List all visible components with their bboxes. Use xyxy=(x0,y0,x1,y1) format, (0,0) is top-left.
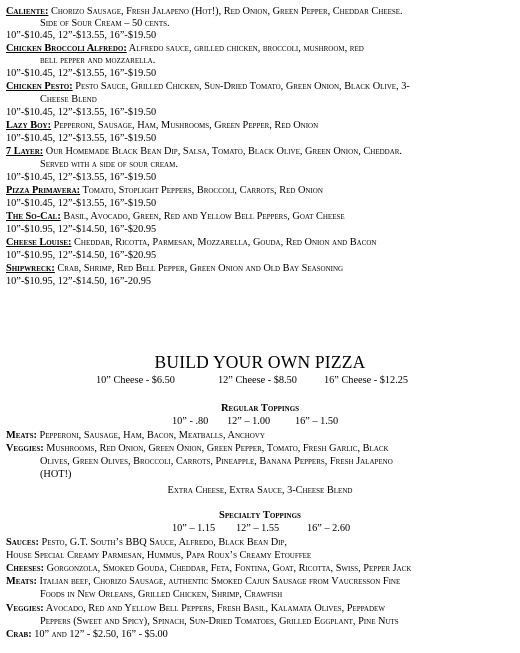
pizza-prices: 10”-$10.45, 12”-$13.55, 16”-$19.50 xyxy=(6,133,157,144)
specialty-veggies-cont: Peppers (Sweet and Spicy), Spinach, Sun-Dried Tomatoes, Grilled Eggplant, Pine Nuts xyxy=(40,616,399,627)
pizza-desc-cont: Side of Sour Cream – 50 cents. xyxy=(40,18,170,29)
regular-veggies-cont2: (HOT!) xyxy=(40,469,72,480)
specialty-crab xyxy=(6,629,168,641)
pizza-name: The So-Cal: xyxy=(6,211,61,222)
sauces-label: Sauces: xyxy=(6,537,39,548)
cheese-price-10: 10” Cheese - $6.50 xyxy=(96,375,175,386)
sauces-list: Pesto, G.T. South’s BBQ Sauce, Alfredo, Black Bean Dip, xyxy=(38,537,287,548)
cheese-price-16: 16” Cheese - $12.25 xyxy=(324,375,409,386)
regular-price-10: 10” - .80 xyxy=(172,416,209,427)
pizza-prices: 10”-$10.45, 12”-$13.55, 16”-$19.50 xyxy=(6,172,157,183)
pizza-prices: 10”-$10.45, 12”-$13.55, 16”-$19.50 xyxy=(6,68,157,79)
crab-label: Crab: xyxy=(6,629,32,640)
regular-veggies-cont: Olives, Green Olives, Broccoli, Carrots, Pineapple, Banana Peppers, Fresh Jalapeno xyxy=(40,456,393,467)
regular-meats xyxy=(6,430,265,442)
veggies-label: Veggies: xyxy=(6,603,44,614)
pizza-chicken-broccoli-alfredo xyxy=(6,43,364,55)
pizza-name: 7 Layer: xyxy=(6,146,44,157)
regular-price-12: 12” – 1.00 xyxy=(227,416,271,427)
meats-list: Italian beef, Chorizo Sausage, authentic Smoked Cajun Sausage from Vaucresson Fine xyxy=(36,576,401,587)
veggies-list: Mushrooms, Red Onion, Green Onion, Green Pepper, Tomato, Fresh Garlic, Black xyxy=(43,443,389,454)
regular-extras: Extra Cheese, Extra Sauce, 3-Cheese Blend xyxy=(167,485,353,496)
pizza-7-layer xyxy=(6,146,402,158)
meats-label: Meats: xyxy=(6,430,37,441)
pizza-desc-cont: Cheese Blend xyxy=(40,94,97,105)
regular-price-16: 16” – 1.50 xyxy=(295,416,339,427)
pizza-desc: Tomato, Stoplight Peppers, Broccoli, Carrots, Red Onion xyxy=(80,185,323,196)
specialty-sauces-cont: House Special Creamy Parmesan, Hummus, Papa Roux’s Creamy Etouffee xyxy=(6,550,312,561)
meats-list: Pepperoni, Sausage, Ham, Bacon, Meatballs, Anchovy xyxy=(36,430,265,441)
specialty-cheeses xyxy=(6,563,411,575)
pizza-so-cal xyxy=(6,211,345,223)
pizza-desc: Basil, Avocado, Green, Red and Yellow Bell Peppers, Goat Cheese xyxy=(60,211,345,222)
pizza-desc: Alfredo sauce, grilled chicken, broccoli, mushroom, red xyxy=(126,43,364,54)
pizza-prices: 10”-$10.45, 12”-$13.55, 16”-$19.50 xyxy=(6,198,157,209)
specialty-price-16: 16” – 2.60 xyxy=(307,523,351,534)
pizza-primavera xyxy=(6,185,323,197)
crab-prices: 10” and 12” - $2.50, 16” - $5.00 xyxy=(31,629,168,640)
pizza-name: Lazy Boy: xyxy=(6,120,52,131)
build-title: BUILD YOUR OWN PIZZA xyxy=(154,352,366,372)
pizza-prices: 10”-$10.45, 12”-$13.55, 16”-$19.50 xyxy=(6,107,157,118)
specialty-veggies xyxy=(6,603,385,615)
pizza-prices: 10”-$10.95, 12”-$14.50, 16”-$20.95 xyxy=(6,224,157,235)
pizza-prices: 10”-$10.95, 12”-$14.50, 16”-$20.95 xyxy=(6,250,157,261)
pizza-prices: 10”-$10.45, 12”-$13.55, 16”-$19.50 xyxy=(6,30,157,41)
regular-toppings-header: Regular Toppings xyxy=(220,403,300,414)
pizza-name: Chicken Pesto: xyxy=(6,81,73,92)
cheeses-label: Cheeses: xyxy=(6,563,45,574)
pizza-desc: Pesto Sauce, Grilled Chicken, Sun-Dried Tomato, Green Onion, Black Olive, 3- xyxy=(72,81,410,92)
specialty-topping-prices xyxy=(172,523,350,535)
pizza-name: Chicken Broccoli Alfredo: xyxy=(6,43,127,54)
pizza-desc-cont: Served with a side of sour cream. xyxy=(40,159,178,170)
regular-topping-prices xyxy=(172,416,338,428)
pizza-chicken-pesto xyxy=(6,81,410,93)
pizza-name: Pizza Primavera: xyxy=(6,185,81,196)
pizza-prices: 10”-$10.95, 12”-$14.50, 16”-20.95 xyxy=(6,276,151,287)
specialty-meats xyxy=(6,576,400,588)
pizza-desc: Crab, Shrimp, Red Bell Pepper, Green Onion and Old Bay Seasoning xyxy=(54,263,344,274)
veggies-list: Avocado, Red and Yellow Bell Peppers, Fresh Basil, Kalamata Olives, Peppadew xyxy=(43,603,385,614)
specialty-toppings-header: Specialty Toppings xyxy=(219,510,301,521)
cheeses-list: Gorgonzola, Smoked Gouda, Cheddar, Feta, Fontina, Goat, Ricotta, Swiss, Pepper Jack xyxy=(44,563,412,574)
pizza-caliente xyxy=(6,6,403,18)
pizza-name: Shipwreck: xyxy=(6,263,55,274)
veggies-label: Veggies: xyxy=(6,443,44,454)
pizza-desc-cont: bell pepper and mozzarella. xyxy=(40,55,156,66)
cheese-price-12: 12” Cheese - $8.50 xyxy=(218,375,297,386)
pizza-lazy-boy xyxy=(6,120,318,132)
specialty-price-12: 12” – 1.55 xyxy=(236,523,280,534)
pizza-desc: Our Homemade Black Bean Dip, Salsa, Tomato, Black Olive, Green Onion, Cheddar. xyxy=(43,146,403,157)
pizza-name: Cheese Louise: xyxy=(6,237,72,248)
pizza-desc: Chorizo Sausage, Fresh Jalapeno (Hot!), Red Onion, Green Pepper, Cheddar Cheese. xyxy=(48,6,403,17)
pizza-cheese-louise xyxy=(6,237,376,249)
build-cheese-prices xyxy=(96,375,436,387)
pizza-shipwreck xyxy=(6,263,343,275)
specialty-sauces xyxy=(6,537,287,549)
specialty-price-10: 10” – 1.15 xyxy=(172,523,216,534)
pizza-desc: Cheddar, Ricotta, Parmesan, Mozzarella, Gouda, Red Onion and Bacon xyxy=(71,237,377,248)
pizza-name: Caliente: xyxy=(6,6,49,17)
regular-veggies xyxy=(6,443,389,455)
specialty-meats-cont: Foods in New Orleans, Grilled Chicken, Shrimp, Crawfish xyxy=(40,589,283,600)
pizza-desc: Pepperoni, Sausage, Ham, Mushrooms, Green Pepper, Red Onion xyxy=(51,120,319,131)
meats-label: Meats: xyxy=(6,576,37,587)
